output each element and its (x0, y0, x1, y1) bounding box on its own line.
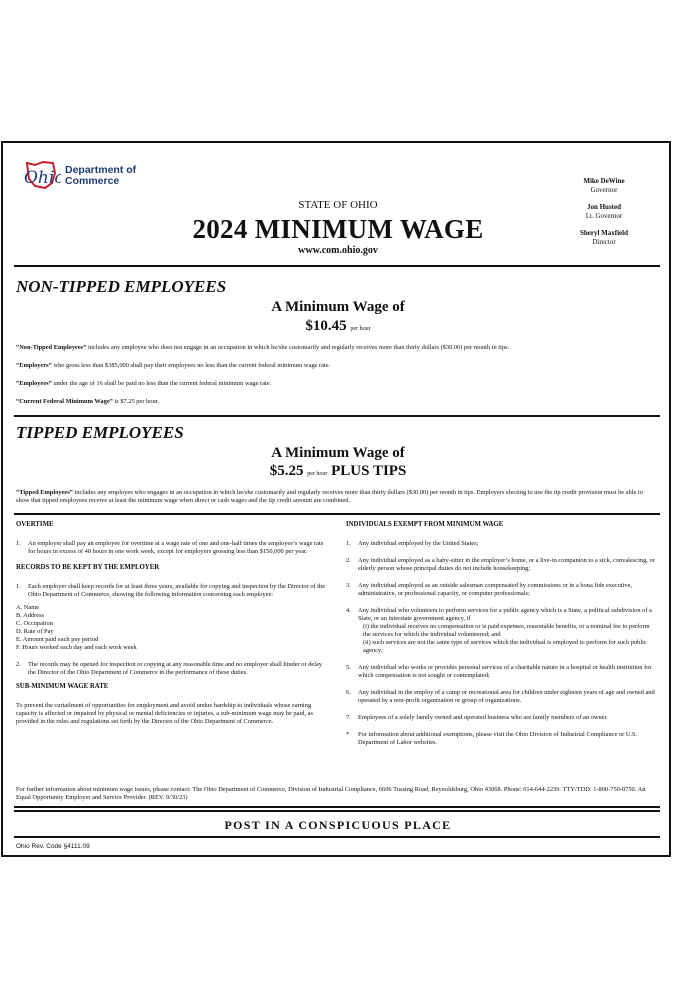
overtime-item: 1. An employer shall pay an employee for overtime at a wage rate of one and one-half times the employee’s wage rate for hours in excess of 40 hours in one work week, except for employers grossing less than $150,000 per year. (16, 540, 328, 556)
page-title: 2024 MINIMUM WAGE (192, 214, 484, 244)
definition: includes any employee who does not engage in an occupation in which he/she customarily and regularly receives more than thirty dollars ($30.00) per month in tips. (86, 344, 510, 351)
exempt-item: 5. Any individual who works or provides personal services of a charitable nature in a hospital or health institution for which compensation is not sought or contemplated; (346, 664, 658, 680)
exempt-subitem: (i) the individual receives no compensation or is paid expenses, reasonable benefits, or a nominal fee to perform the services for which the individual volunteered; and (363, 623, 650, 638)
divider (14, 415, 660, 417)
tipped-def (16, 489, 656, 505)
divider (14, 806, 660, 808)
non-tipped-heading: NON-TIPPED EMPLOYEES (16, 277, 227, 296)
revised-code: Ohio Rev. Code §4111.09 (16, 843, 90, 850)
records-item-2: 2. The records may be opened for inspection or copying at any reasonable time and no employer shall hinder or delay the Director of the Ohio Department of Commerce in the performance of these duties. (16, 661, 328, 677)
logo-text (65, 165, 136, 187)
employers-def (16, 362, 656, 370)
exempt-item: 3. Any individual employed as an outside salesman compensated by commissions or in a bona fide executive, administrative, or professional capacity, or computer professionals; (346, 582, 658, 598)
list-item: A. Name (16, 604, 40, 611)
official-name: Mike DeWine (583, 177, 625, 185)
term: “Non-Tipped Employees” (16, 344, 87, 351)
exempt-text: Any individual employed as an outside salesman compensated by commissions or in a bona fide executive, administrative, or professional capacity, or computer professionals; (358, 582, 633, 597)
definition: who gross less than $385,000 shall pay their employees no less than the current federal minimum wage rate. (51, 362, 331, 369)
exempt-note: * For information about additional exemptions, please visit the Ohio Division of Industrial Compliance or U.S. Department of Labor websites. (346, 731, 658, 747)
footer-info: For further information about minimum wage issues, please contact: The Ohio Department of Commerce, Division of Industrial Compliance, 6606 Tussing Road, Reynoldsburg, Ohio 43068. Phone: 614-644-2239. TTY/TDD: 1-800-750-0750. An Equal Opportunity Employer and Service Provider. (REV. 9/30/23) (16, 786, 646, 801)
divider (14, 265, 660, 267)
list-item: E. Amount paid each pay period (16, 636, 99, 643)
exempt-text: Any individual who works or provides personal services of a charitable nature in a hospital or health institution for which compensation is not sought or contemplated; (358, 664, 652, 679)
definition: is $7.25 per hour. (112, 398, 160, 405)
wage-amount: $10.45 (305, 318, 347, 334)
ohio-state-outline-icon (21, 159, 61, 191)
records-heading: RECORDS TO BE KEPT BY THE EMPLOYER (16, 564, 160, 571)
term: “Employees” (16, 380, 52, 387)
official-title: Governor (590, 185, 618, 194)
logo-line1: Department of (65, 164, 137, 176)
overtime-text: An employer shall pay an employee for overtime at a wage rate of one and one-half times the employee’s wage rate for hours in excess of 40 hours in one work week, except for employers grossing less than $150,000 per year. (28, 540, 324, 555)
records-text: The records may be opened for inspection or copying at any reasonable time and no employer shall hinder or delay the Director of the Ohio Department of Commerce in the performance of these duties. (28, 661, 323, 676)
exempt-text: Any individual in the employ of a camp or recreational area for children under eighteen years of age and owned and operated by a non-profit organization or group of organizations. (358, 689, 655, 704)
logo-line2: Commerce (65, 175, 120, 187)
definition: includes any employee who engages in an occupation in which he/she customarily and regularly receives more than thirty dollars ($30.00) per month in tips. Employers electing to use the tip credit provision must be able to show that tipped employees receive at least the minimum wage when direct or cash wages and the tip credit amount are combined. (16, 489, 643, 504)
exempt-subitem: (ii) such services are not the same type of services which the individual is employed to perform for such public agency; (363, 639, 647, 654)
exempt-item: 6. Any individual in the employ of a camp or recreational area for children under eighteen years of age and owned and operated by a non-profit organization or group of organizations. (346, 689, 658, 705)
state-label: STATE OF OHIO (298, 199, 378, 211)
definition: under the age of 16 shall be paid no less than the current federal minimum wage rate. (51, 380, 272, 387)
subminimum-heading: SUB-MINIMUM WAGE RATE (16, 683, 109, 690)
per-hour-label: per hour (350, 326, 371, 332)
non-tipped-wage-line: A Minimum Wage of (271, 299, 405, 315)
official-name: Jon Husted (586, 203, 622, 211)
per-hour-label: per hour (307, 471, 328, 477)
tipped-wage-amount (3, 463, 671, 480)
list-item: B. Address (16, 612, 45, 619)
post-notice: POST IN A CONSPICUOUS PLACE (224, 818, 452, 832)
list-item: D. Rate of Pay (16, 628, 54, 635)
divider (14, 810, 660, 812)
non-tipped-def (16, 344, 656, 352)
tipped-wage-line: A Minimum Wage of (271, 445, 405, 461)
exempt-text: Any individual who volunteers to perform services for a public agency which is a State, a political subdivision of a State, or an interstate government agency, if (358, 607, 652, 622)
non-tipped-wage-amount (3, 318, 671, 335)
records-text: Each employer shall keep records for at least three years, available for copying and inspection by the Director of the Ohio Department of Commerce, showing the following information concerning each employee: (28, 583, 326, 598)
left-column (16, 521, 328, 726)
svg-text:Ohio: Ohio (24, 168, 61, 188)
right-column (346, 521, 658, 753)
exempt-subitems (363, 623, 658, 655)
minimum-wage-poster (1, 141, 671, 857)
exempt-note-text: For information about additional exemptions, please visit the Ohio Division of Industrial Compliance or U.S. Department of Labor websites. (358, 731, 638, 746)
divider (14, 513, 660, 515)
term: “Current Federal Minimum Wage” (16, 398, 113, 405)
tipped-heading: TIPPED EMPLOYEES (16, 423, 184, 442)
exempt-item: 7. Employees of a solely family owned and operated business who are family members of an owner. (346, 714, 608, 721)
ohio-commerce-logo (21, 159, 161, 193)
website-url: www.com.ohio.gov (298, 245, 378, 256)
exempt-item: 4. Any individual who volunteers to perform services for a public agency which is a State, a political subdivision of a State, or an interstate government agency, if (346, 607, 658, 623)
exempt-text: Employees of a solely family owned and operated business who are family members of an owner. (358, 714, 608, 721)
exempt-item: 2. Any individual employed as a baby-sitter in the employer’s home, or a live-in companion to a sick, convalescing, or elderly person whose principal duties do not include housekeeping; (346, 557, 658, 573)
exempt-heading: INDIVIDUALS EXEMPT FROM MINIMUM WAGE (346, 521, 504, 528)
divider (14, 836, 660, 838)
records-list (16, 604, 328, 652)
overtime-heading: OVERTIME (16, 521, 54, 528)
plus-tips-label: PLUS TIPS (331, 463, 407, 479)
official-name: Sheryl Maxfield (579, 229, 629, 237)
official-title: Lt. Governor (585, 211, 623, 220)
list-item: F. Hours worked each day and each work week (16, 644, 137, 651)
official-title: Director (592, 237, 616, 246)
list-item: C. Occupation (16, 620, 53, 627)
exempt-text: Any individual employed by the United States; (358, 540, 479, 547)
term: “Tipped Employees” (16, 489, 73, 496)
official-governor (559, 177, 649, 194)
exempt-text: Any individual employed as a baby-sitter in the employer’s home, or a live-in companion to a sick, convalescing, or elderly person whose principal duties do not include housekeeping; (358, 557, 655, 572)
employees-def (16, 380, 656, 388)
subminimum-text: To prevent the curtailment of opportunities for employment and avoid undue hardship to individuals whose earning capacity is affected or impaired by physical or mental deficiencies or injuries, a sub-minimum wage may be paid, as provided in the rules and regulations set forth by the Director of the Ohio Department of Commerce. (16, 702, 313, 725)
term: “Employers” (16, 362, 52, 369)
records-item-1: 1. Each employer shall keep records for at least three years, available for copying and inspection by the Director of the Ohio Department of Commerce, showing the following information concerning each employee: (16, 583, 328, 599)
exempt-item: 1. Any individual employed by the United States; (346, 540, 479, 547)
federal-min-def (16, 398, 656, 406)
wage-amount: $5.25 (269, 463, 304, 479)
